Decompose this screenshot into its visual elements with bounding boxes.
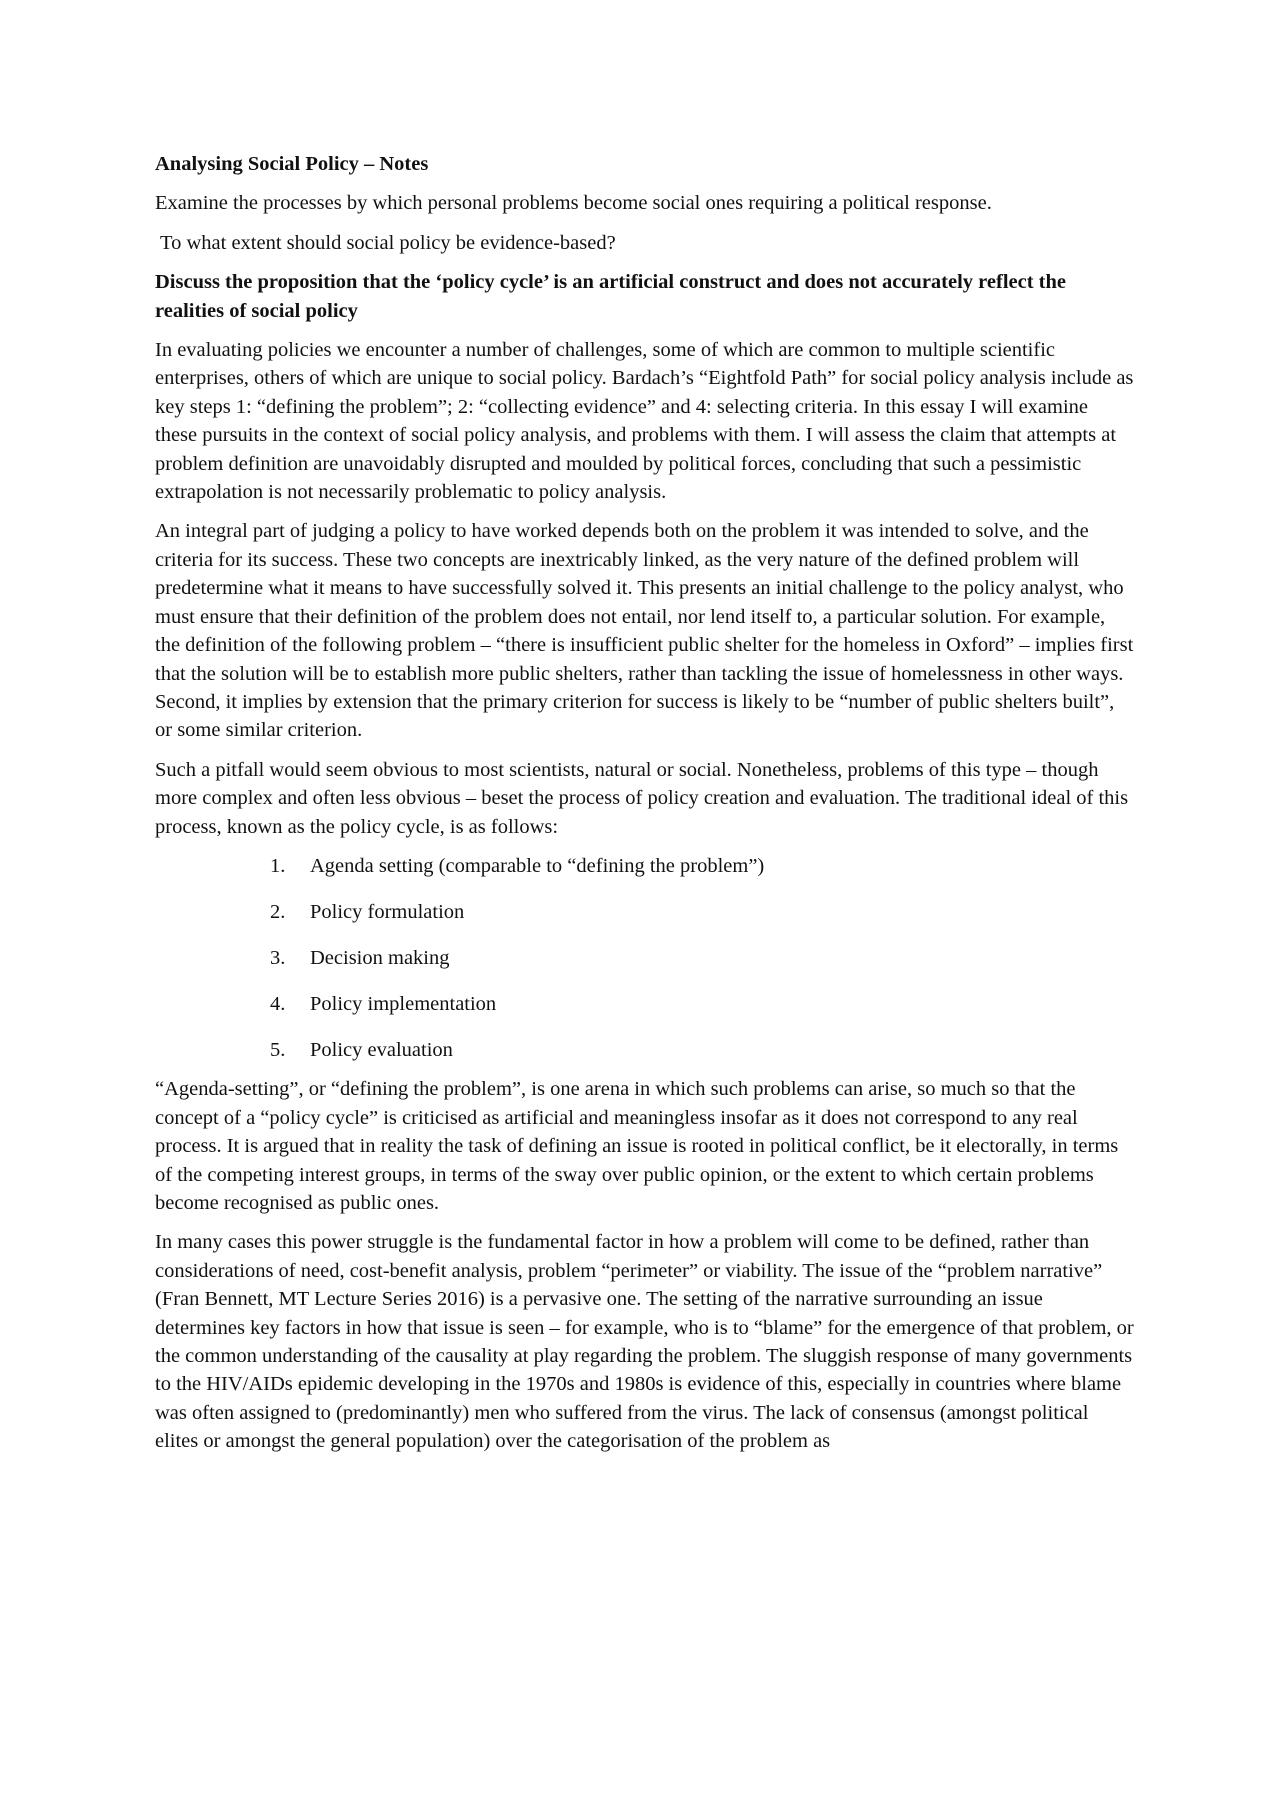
policy-cycle-list [155, 852, 1135, 1064]
list-item-number: 3. [270, 946, 286, 969]
body-paragraph: In many cases this power struggle is the fundamental factor in how a problem will come to be defined, rather than considerations of need, cost-benefit analysis, problem “perimeter” or viability. The issue of the “problem narrative” (Fran Bennett, MT Lecture Series 2016) is a pervasive one. The setting of the narrative surrounding an issue determines key factors in how that issue is seen – for example, who is to “blame” for the emergence of that problem, or the common understanding of the causality at play regarding the problem. The sluggish response of many governments to the HIV/AIDs epidemic developing in the 1970s and 1980s is evidence of this, especially in countries where blame was often assigned to (predominantly) men who suffered from the virus. The lack of consensus (amongst political elites or amongst the general population) over the categorisation of the problem as [155, 1231, 1134, 1453]
list-item-number: 2. [270, 900, 286, 923]
body-paragraph: “Agenda-setting”, or “defining the problem”, is one arena in which such problems can arise, so much so that the concept of a “policy cycle” is criticised as artificial and meaningless insofar as it does not correspond to any real process. It is argued that in reality the task of defining an issue is rooted in political conflict, be it electorally, in terms of the competing interest groups, in terms of the sway over public opinion, or the extent to which certain problems become recognised as public ones. [155, 1078, 1119, 1214]
list-item-label: Policy evaluation [310, 1038, 453, 1061]
question-1: Examine the processes by which personal problems become social ones requiring a political response. [155, 192, 992, 215]
body-paragraph: Such a pitfall would seem obvious to most scientists, natural or social. Nonetheless, problems of this type – though more complex and often less obvious – beset the process of policy creation and evaluation. The traditional ideal of this process, known as the policy cycle, is as follows: [155, 758, 1129, 838]
question-2: To what extent should social policy be evidence-based? [160, 231, 616, 254]
document-title: Analysing Social Policy – Notes [155, 153, 429, 175]
question-3: Discuss the proposition that the ‘policy cycle’ is an artificial construct and does not accurately reflect the realities of social policy [155, 271, 1066, 322]
list-item-label: Policy formulation [310, 900, 465, 923]
list-item [270, 898, 1135, 926]
list-item [270, 1036, 1135, 1064]
list-item-label: Agenda setting (comparable to “defining the problem”) [310, 854, 765, 877]
document-page [155, 150, 1135, 1467]
list-item [270, 944, 1135, 972]
list-item [270, 990, 1135, 1018]
body-paragraph: An integral part of judging a policy to have worked depends both on the problem it was intended to solve, and the criteria for its success. These two concepts are inextricably linked, as the very nature of the defined problem will predetermine what it means to have successfully solved it. This presents an initial challenge to the policy analyst, who must ensure that their definition of the problem does not entail, nor lend itself to, a particular solution. For example, the definition of the following problem – “there is insufficient public shelter for the homeless in Oxford” – implies first that the solution will be to establish more public shelters, rather than tackling the issue of homelessness in other ways. Second, it implies by extension that the primary criterion for success is likely to be “number of public shelters built”, or some similar criterion. [155, 520, 1134, 742]
list-item-number: 4. [270, 992, 286, 1015]
list-item-number: 5. [270, 1038, 286, 1061]
list-item-label: Policy implementation [310, 992, 497, 1015]
list-item [270, 852, 1135, 880]
list-item-label: Decision making [310, 946, 450, 969]
body-paragraph: In evaluating policies we encounter a number of challenges, some of which are common to multiple scientific enterprises, others of which are unique to social policy. Bardach’s “Eightfold Path” for social policy analysis include as key steps 1: “defining the problem”; 2: “collecting evidence” and 4: selecting criteria. In this essay I will examine these pursuits in the context of social policy analysis, and problems with them. I will assess the claim that attempts at problem definition are unavoidably disrupted and moulded by political forces, concluding that such a pessimistic extrapolation is not necessarily problematic to policy analysis. [155, 339, 1134, 504]
list-item-number: 1. [270, 854, 286, 877]
